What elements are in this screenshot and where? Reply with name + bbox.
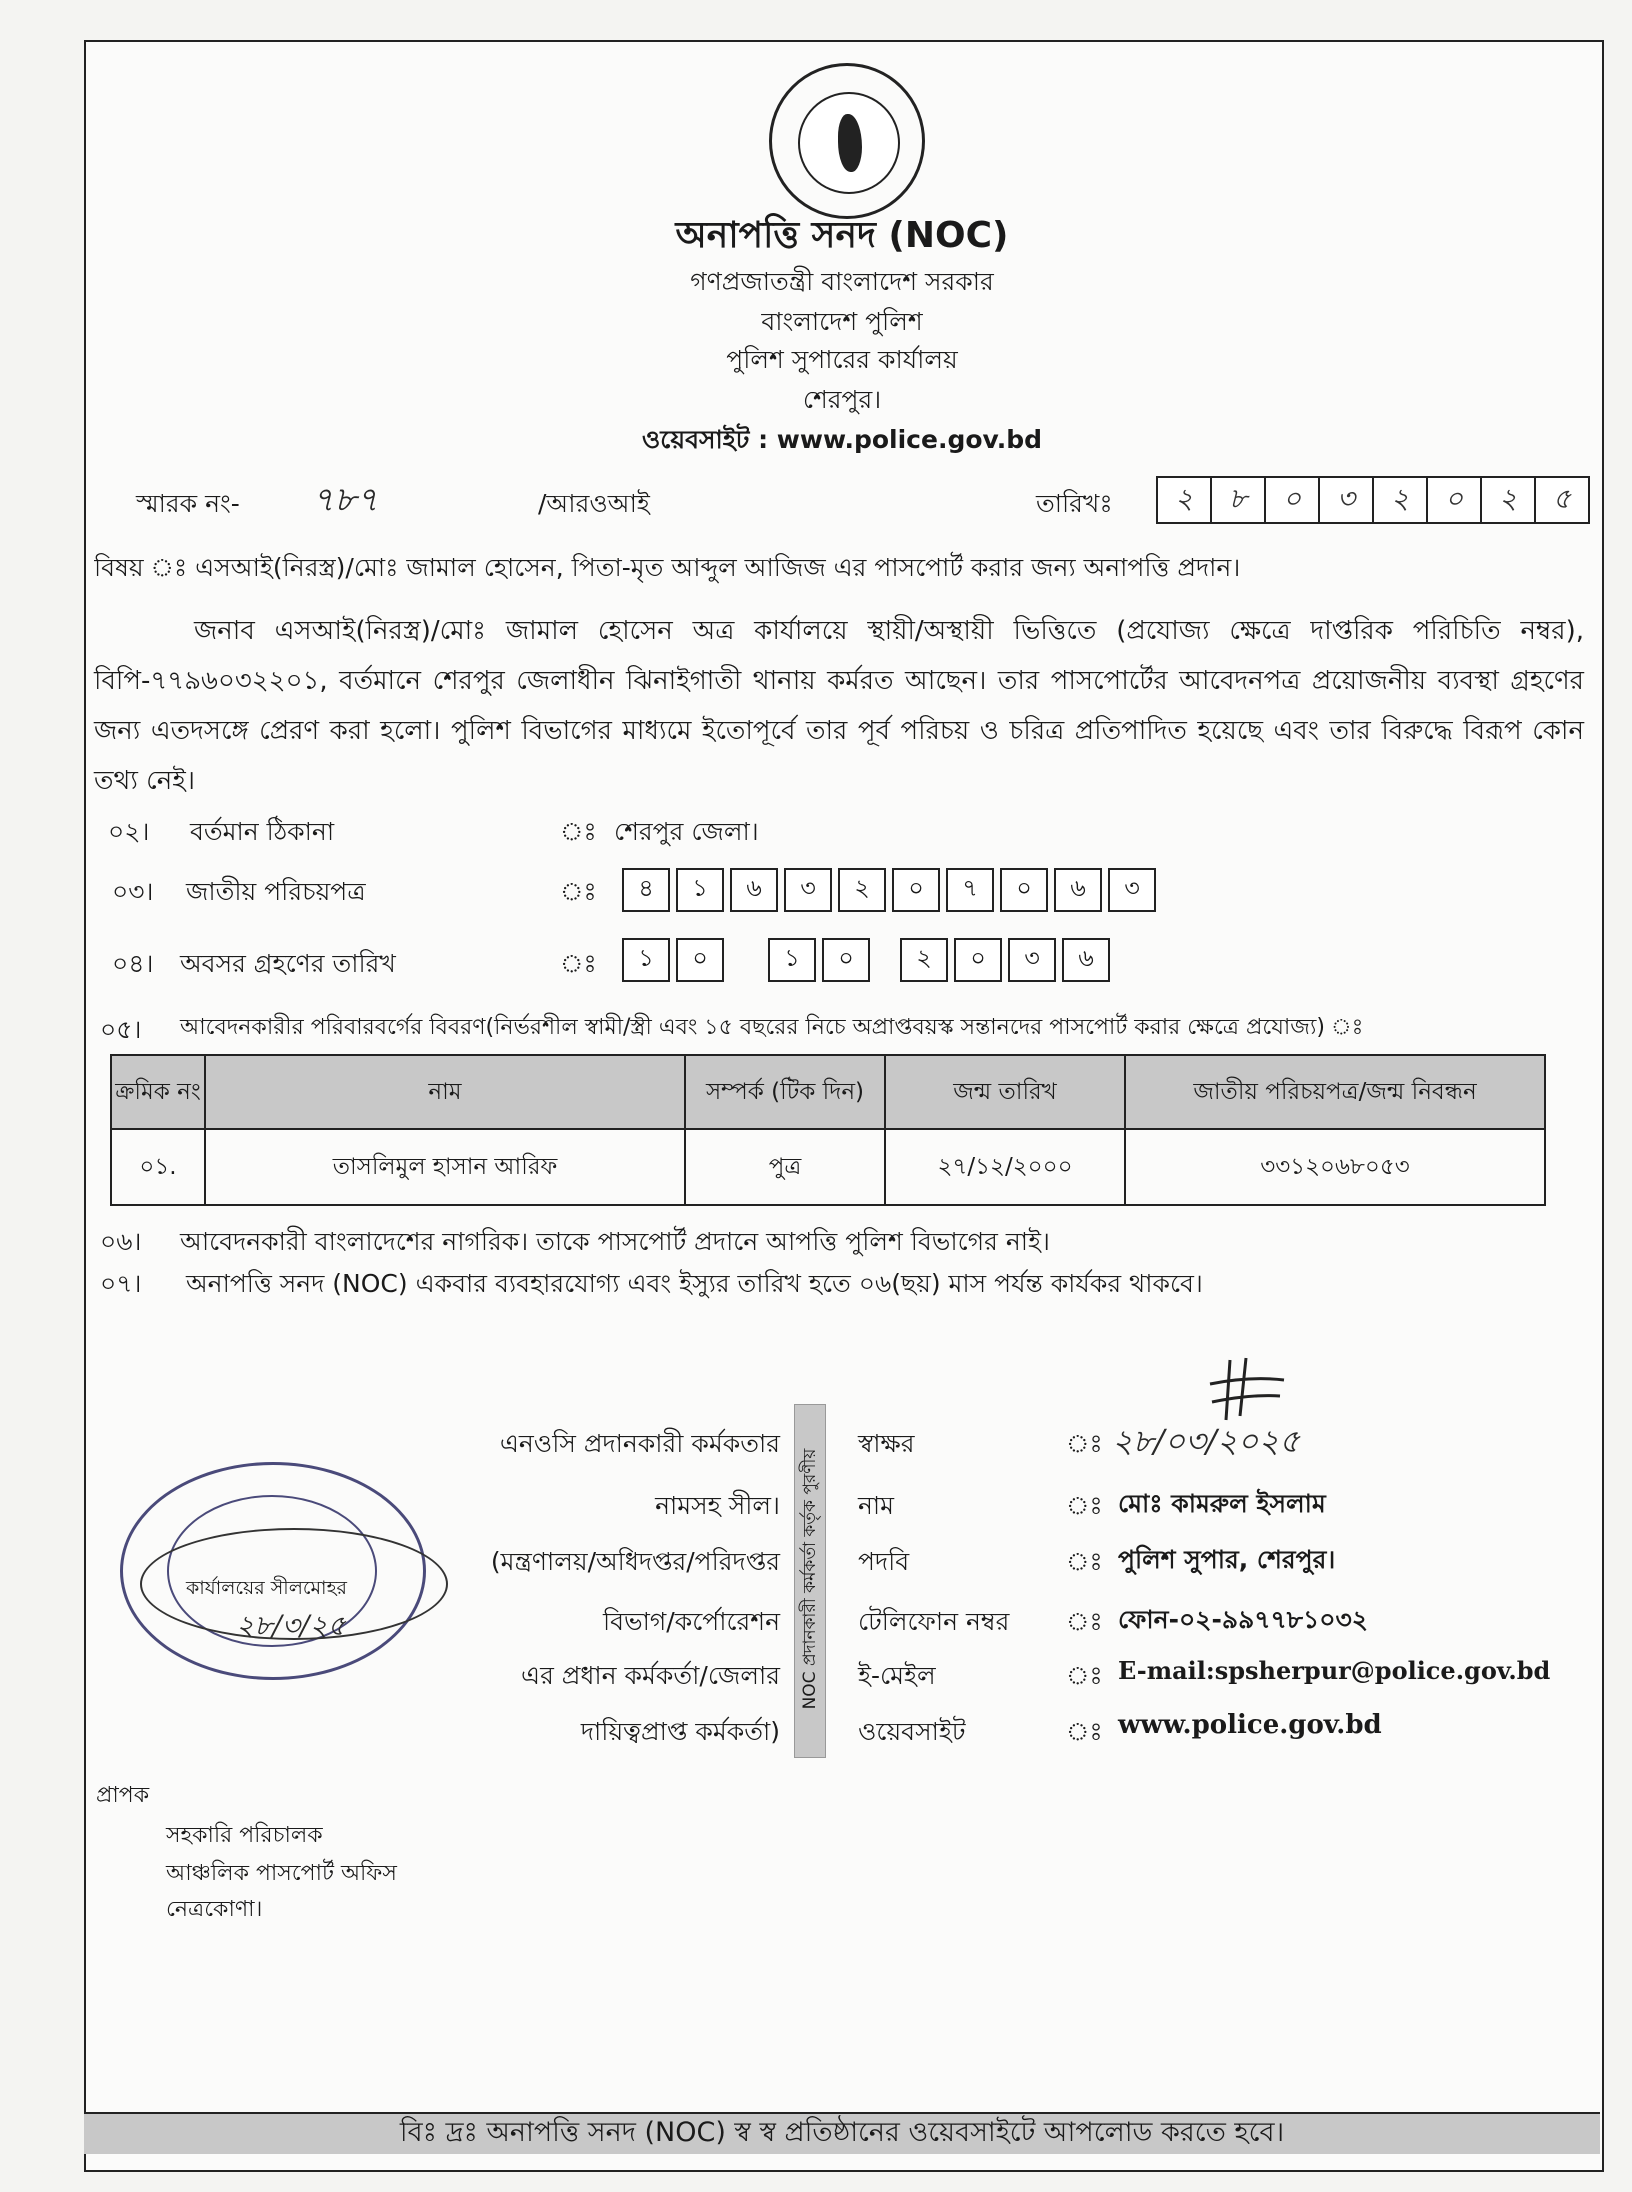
officer-designation-value: পুলিশ সুপার, শেরপুর। (1118, 1545, 1336, 1574)
date-digit: ২ (1156, 476, 1210, 524)
page-title: অনাপত্তি সনদ (NOC) (675, 215, 1009, 256)
date-digit: ২ (1372, 476, 1426, 524)
retirement-day-digit: ০ (676, 938, 724, 982)
nid-digit: ০ (1000, 868, 1048, 912)
header-line-1: গণপ্রজাতন্ত্রী বাংলাদেশ সরকার (690, 267, 994, 296)
column-header: নাম (205, 1055, 685, 1129)
field-email-label: ই-মেইল (858, 1661, 936, 1690)
date-digit: ২ (1480, 476, 1534, 524)
field-colon: ঃ (1066, 1429, 1103, 1458)
item-4-number: ০৪। (112, 949, 154, 978)
table-row (111, 1129, 1545, 1205)
stamp-label: কার্যালয়ের সীলমোহর (186, 1577, 348, 1599)
clause-6-text: আবেদনকারী বাংলাদেশের নাগরিক। তাকে পাসপোর্ট প্রদানে আপত্তি পুলিশ বিভাগের নাই। (180, 1227, 1050, 1256)
date-digit: ৩ (1318, 476, 1372, 524)
nid-digit: ৭ (946, 868, 994, 912)
memo-label: স্মারক নং- (136, 489, 240, 518)
date-digit: ০ (1426, 476, 1480, 524)
clause-7-number: ০৭। (100, 1269, 142, 1298)
noc-officer-vertical-label (794, 1404, 826, 1758)
nid-digit: ২ (838, 868, 886, 912)
field-colon: ঃ (1066, 1547, 1103, 1576)
item-2-number: ০২। (108, 817, 150, 846)
signature-date-value: ২৮/০৩/২০২৫ (1112, 1422, 1300, 1460)
family-table (110, 1054, 1546, 1206)
nid-digit: ১ (676, 868, 724, 912)
retirement-day-boxes (622, 938, 730, 982)
subject-line: বিষয় ঃ এসআই(নিরস্ত্র)/মোঃ জামাল হোসেন, পিতা-মৃত আব্দুল আজিজ এর পাসপোর্ট করার জন্য অনাপত্তি প্রদান। (94, 553, 1241, 582)
date-digit: ৮ (1210, 476, 1264, 524)
name-cell: তাসলিমুল হাসান আরিফ (205, 1129, 685, 1205)
item-3-number: ০৩। (112, 877, 154, 906)
field-colon: ঃ (1066, 1491, 1103, 1520)
birthdate-cell: ২৭/১২/২০০০ (885, 1129, 1125, 1205)
recipient-line-1: সহকারি পরিচালক (166, 1823, 323, 1848)
date-label: তারিখঃ (1036, 489, 1113, 518)
header-line-2: বাংলাদেশ পুলিশ (761, 307, 923, 336)
clause-6-number: ০৬। (100, 1227, 142, 1256)
retirement-month-digit: ১ (768, 938, 816, 982)
header-website: ওয়েবসাইট : www.police.gov.bd (641, 425, 1043, 454)
item-4-colon: ঃ (560, 949, 597, 978)
recipient-label: প্রাপক (96, 1783, 150, 1808)
officer-left-line-4: বিভাগ/কর্পোরেশন (602, 1607, 780, 1636)
retirement-year-boxes (900, 938, 1116, 982)
officer-name-value: মোঃ কামরুল ইসলাম (1118, 1489, 1326, 1518)
field-colon: ঃ (1066, 1717, 1103, 1746)
seal-inner-ring (798, 92, 900, 194)
retirement-year-digit: ২ (900, 938, 948, 982)
recipient-line-3: নেত্রকোণা। (166, 1897, 263, 1922)
retirement-month-boxes (768, 938, 876, 982)
nid-digit: ৬ (1054, 868, 1102, 912)
officer-left-line-6: দায়িত্বপ্রাপ্ত কর্মকর্তা) (580, 1717, 780, 1746)
nid-digit: ৬ (730, 868, 778, 912)
nid-digit: ৩ (784, 868, 832, 912)
item-4-label: অবসর গ্রহণের তারিখ (180, 949, 396, 978)
retirement-month-digit: ০ (822, 938, 870, 982)
officer-left-line-5: এর প্রধান কর্মকর্তা/জেলার (521, 1661, 780, 1690)
field-telephone-label: টেলিফোন নম্বর (858, 1607, 1010, 1636)
bangladesh-map-icon (838, 114, 862, 172)
date-digit: ০ (1264, 476, 1318, 524)
nid-digit: ৩ (1108, 868, 1156, 912)
nid-digit: ৪ (622, 868, 670, 912)
date-digit: ৫ (1534, 476, 1590, 524)
officer-email-value: E-mail:spsherpur@police.gov.bd (1118, 1656, 1551, 1685)
column-header: জন্ম তারিখ (885, 1055, 1125, 1129)
officer-left-line-2: নামসহ সীল। (655, 1491, 780, 1520)
item-5-label: আবেদনকারীর পরিবারবর্গের বিবরণ(নির্ভরশীল স্বামী/স্ত্রী এবং ১৫ বছরের নিচে অপ্রাপ্তবয়স্ক সন্তানদের পাসপোর্ট করার ক্ষেত্রে প্রযোজ্য) ঃ (180, 1015, 1364, 1040)
item-3-colon: ঃ (560, 877, 597, 906)
nid-digit: ০ (892, 868, 940, 912)
memo-number: ৭৮৭ (312, 480, 379, 520)
officer-website-value: www.police.gov.bd (1118, 1710, 1382, 1740)
officer-left-line-3: (মন্ত্রণালয়/অধিদপ্তর/পরিদপ্তর (490, 1547, 780, 1576)
item-2-label: বর্তমান ঠিকানা (190, 817, 335, 846)
field-colon: ঃ (1066, 1661, 1103, 1690)
memo-suffix: /আরওআই (538, 489, 650, 518)
nid-digit-boxes (622, 868, 1162, 912)
field-website-label: ওয়েবসাইট (858, 1717, 966, 1746)
serial-cell: ০১. (111, 1129, 205, 1205)
issue-date-boxes (1156, 476, 1590, 524)
body-paragraph: জনাব এসআই(নিরস্ত্র)/মোঃ জামাল হোসেন অত্র কার্যালয়ে স্থায়ী/অস্থায়ী ভিত্তিতে (প্রযোজ্য ক্ষেত্রে দাপ্তরিক পরিচিতি নম্বর), বিপি-৭৭৯৬০৩২২০১, বর্তমানে শেরপুর জেলাধীন ঝিনাইগাতী থানায় কর্মরত আছেন। তার পাসপোর্টের আবেদনপত্র প্রয়োজনীয় ব্যবস্থা গ্রহণের জন্য এতদসঙ্গে প্রেরণ করা হলো। পুলিশ বিভাগের মাধ্যমে ইতোপূর্বে তার পূর্ব পরিচয় ও চরিত্র প্রতিপাদিত হয়েছে এবং তার বিরুদ্ধে বিরূপ কোন তথ্য নেই। (94, 616, 1584, 796)
stamp-date: ২৮/৩/২৫ (236, 1609, 346, 1642)
column-header: ক্রমিক নং (111, 1055, 205, 1129)
item-3-label: জাতীয় পরিচয়পত্র (186, 877, 366, 906)
table-header-row (111, 1055, 1545, 1129)
item-2-colon: ঃ (560, 817, 597, 846)
header-line-4: শেরপুর। (802, 385, 882, 414)
clause-7-text: অনাপত্তি সনদ (NOC) একবার ব্যবহারযোগ্য এবং ইস্যুর তারিখ হতে ০৬(ছয়) মাস পর্যন্ত কার্যকর থাকবে। (186, 1269, 1203, 1298)
item-5-number: ০৫। (100, 1015, 142, 1044)
recipient-line-2: আঞ্চলিক পাসপোর্ট অফিস (166, 1861, 397, 1886)
field-colon: ঃ (1066, 1607, 1103, 1636)
field-name-label: নাম (858, 1491, 895, 1520)
officer-phone-value: ফোন-০২-৯৯৭৭৮১০৩২ (1118, 1605, 1369, 1634)
present-address-value: শেরপুর জেলা। (614, 817, 759, 846)
field-designation-label: পদবি (858, 1547, 910, 1576)
retirement-year-digit: ০ (954, 938, 1002, 982)
vertical-label-text: NOC প্রদানকারী কর্মকর্তা কর্তৃক পুরণীয় (800, 1448, 820, 1710)
relation-cell: পুত্র (685, 1129, 885, 1205)
field-signature-label: স্বাক্ষর (858, 1429, 915, 1458)
officer-left-line-1: এনওসি প্রদানকারী কর্মকতার (499, 1429, 780, 1458)
nid-cell: ৩৩১২০৬৮০৫৩ (1125, 1129, 1545, 1205)
column-header: সম্পর্ক (টিক দিন) (685, 1055, 885, 1129)
footer-note: বিঃ দ্রঃ অনাপত্তি সনদ (NOC) স্ব স্ব প্রতিষ্ঠানের ওয়েবসাইটে আপলোড করতে হবে। (84, 2112, 1600, 2154)
government-seal (769, 63, 925, 219)
column-header: জাতীয় পরিচয়পত্র/জন্ম নিবন্ধন (1125, 1055, 1545, 1129)
retirement-year-digit: ৬ (1062, 938, 1110, 982)
retirement-day-digit: ১ (622, 938, 670, 982)
retirement-year-digit: ৩ (1008, 938, 1056, 982)
header-line-3: পুলিশ সুপারের কার্যালয় (726, 345, 958, 374)
